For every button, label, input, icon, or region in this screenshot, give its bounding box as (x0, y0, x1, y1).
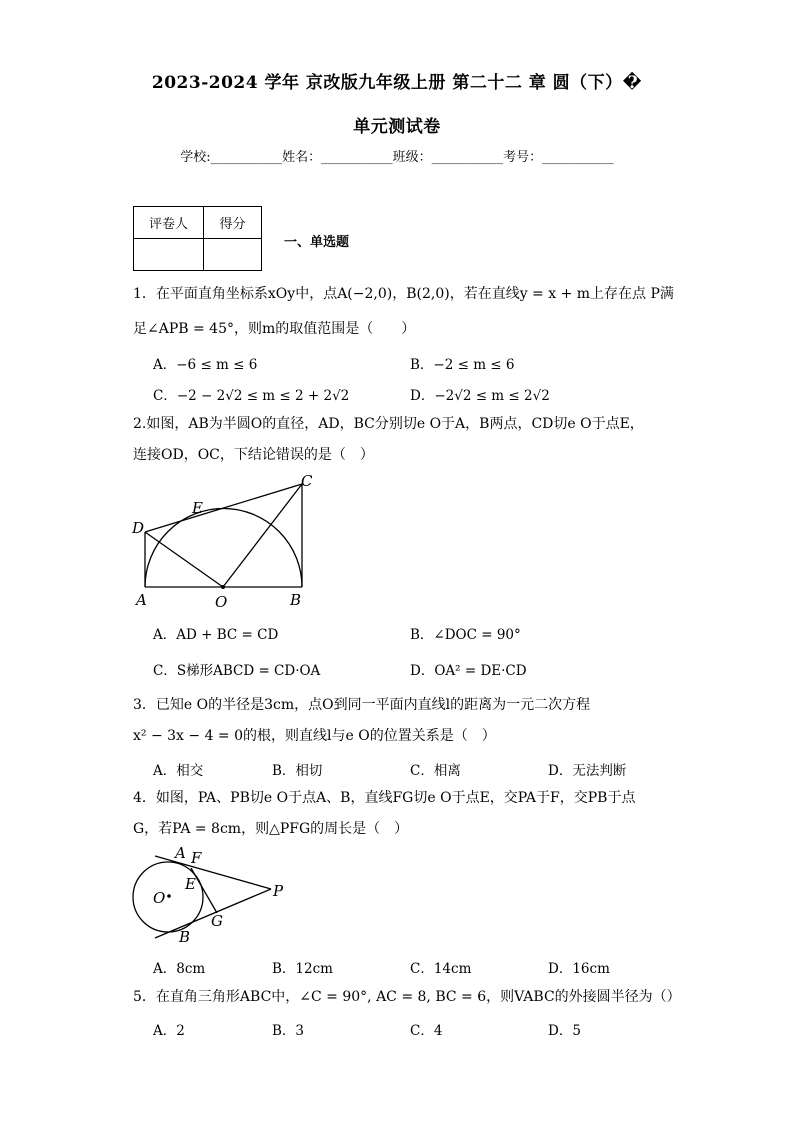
label-e: E (192, 499, 203, 517)
label-c: C (301, 472, 313, 490)
label-b: B (290, 591, 302, 609)
question-3-option-d: D．无法判断 (548, 763, 627, 779)
question-1-stem-line1: 1．在平面直角坐标系xOy中，点A(−2,0)，B(2,0)，若在直线y = x + m上存在点 P满 (133, 286, 674, 302)
question-4-option-d: D．16cm (548, 961, 610, 977)
question-4-figure (125, 840, 295, 950)
label-o: O (153, 889, 166, 907)
score-table (133, 206, 262, 271)
question-3-option-a: A．相交 (153, 763, 204, 779)
question-4-option-b: B．12cm (272, 961, 333, 977)
question-1-option-b: B．−2 ≤ m ≤ 6 (410, 357, 515, 373)
question-4-option-c: C．14cm (410, 961, 472, 977)
question-4-option-a: A．8cm (153, 961, 206, 977)
question-1-option-a: A．−6 ≤ m ≤ 6 (153, 357, 258, 373)
question-2-option-c: C．S梯形ABCD = CD·OA (153, 663, 321, 679)
segment-co (223, 484, 302, 587)
question-3-option-b: B．相切 (272, 763, 323, 779)
question-1-option-d: D．−2√2 ≤ m ≤ 2√2 (410, 388, 550, 404)
doc-title-line1: 2023-2024 学年 京改版九年级上册 第二十二 章 圆（下）� (151, 73, 643, 93)
question-4-stem-line1: 4．如图，PA、PB切e O于点A、B，直线FG切e O于点E，交PA于F，交PB于点 (133, 790, 636, 806)
question-3-stem-line2: x² − 3x − 4 = 0的根，则直线l与e O的位置关系是（ ） (133, 728, 496, 744)
question-1-option-c: C．−2 − 2√2 ≤ m ≤ 2 + 2√2 (153, 388, 350, 404)
label-a: A (175, 844, 186, 862)
question-2-figure (128, 470, 328, 615)
section-heading: 一、单选题 (284, 235, 350, 250)
question-5-option-b: B．3 (272, 1023, 305, 1039)
question-2-option-a: A．AD + BC = CD (153, 627, 279, 643)
label-o: O (215, 593, 228, 611)
question-3-stem-line1: 3．已知e O的半径是3cm，点O到同一平面内直线l的距离为一元二次方程 (133, 697, 591, 713)
label-g: G (211, 912, 223, 930)
score-table-cell-grader (134, 239, 204, 271)
segment-do (145, 532, 223, 587)
question-2-stem-line1: 2.如图，AB为半圆O的直径，AD，BC分别切e O于A，B两点，CD切e O于点E， (133, 416, 644, 432)
question-5-option-c: C．4 (410, 1023, 443, 1039)
doc-title-line2: 单元测试卷 (353, 117, 441, 137)
center-point-o (167, 894, 171, 898)
center-point-o (221, 585, 225, 589)
question-2-option-d: D．OA² = DE·CD (410, 663, 527, 679)
question-2-option-b: B．∠DOC = 90° (410, 627, 521, 643)
tangent-pa (155, 856, 271, 889)
question-5-stem: 5．在直角三角形ABC中，∠C = 90°, AC = 8, BC = 6，则VABC的外接圆半径为（） (133, 989, 681, 1005)
student-info-line: 学校:___________姓名：___________班级：___________考号：___________ (180, 150, 614, 165)
semicircle-arc (145, 509, 302, 588)
label-d: D (132, 519, 145, 537)
question-1-stem-line2: 足∠APB = 45°，则m的取值范围是（ ） (133, 321, 416, 337)
score-table-cell-score (204, 239, 262, 271)
label-a: A (136, 591, 147, 609)
segment-dc (145, 484, 302, 532)
label-p: P (273, 882, 284, 900)
question-5-option-d: D．5 (548, 1023, 581, 1039)
label-f: F (191, 849, 202, 867)
score-table-header-grader: 评卷人 (134, 207, 204, 239)
label-b: B (179, 928, 191, 946)
question-3-option-c: C．相离 (410, 763, 461, 779)
score-table-header-score: 得分 (204, 207, 262, 239)
question-4-stem-line2: G，若PA = 8cm，则△PFG的周长是（ ） (133, 821, 409, 837)
label-e: E (185, 875, 196, 893)
question-2-stem-line2: 连接OD，OC，下结论错误的是（ ） (133, 447, 374, 463)
question-5-option-a: A．2 (153, 1023, 185, 1039)
